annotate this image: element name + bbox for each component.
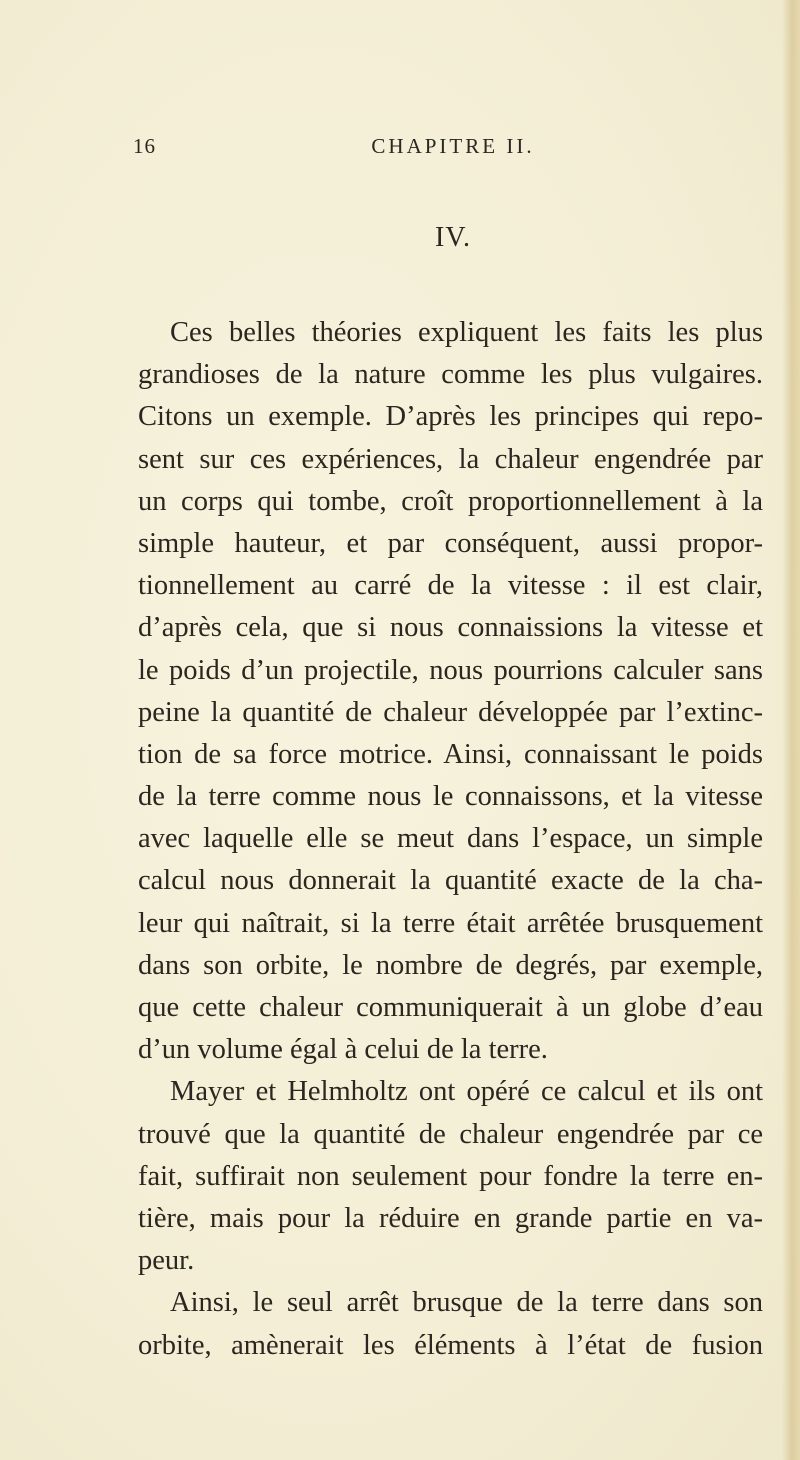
text-line: dans son orbite, le nombre de degrés, par exemple, — [138, 949, 763, 981]
section-heading: IV. — [435, 222, 471, 253]
text-line: grandioses de la nature comme les plus vulgaires. — [138, 359, 763, 391]
text-line: d’après cela, que si nous connaissions la vitesse et — [138, 612, 763, 644]
text-line: orbite, amènerait les éléments à l’état de fusion — [138, 1329, 763, 1361]
text-line: leur qui naîtrait, si la terre était arrêtée brusquement — [138, 907, 763, 939]
page-edge-shadow — [782, 0, 800, 1460]
text-line: tion de sa force motrice. Ainsi, connaissant le poids — [138, 738, 763, 770]
running-head: CHAPITRE II. — [371, 134, 535, 158]
text-line: trouvé que la quantité de chaleur engendrée par ce — [138, 1118, 763, 1150]
text-line: Citons un exemple. D’après les principes qui repo- — [138, 401, 763, 433]
text-line: tionnellement au carré de la vitesse : il est clair, — [138, 570, 763, 602]
text-line: tière, mais pour la réduire en grande partie en va- — [138, 1202, 763, 1234]
text-line: d’un volume égal à celui de la terre. — [138, 1034, 548, 1066]
text-line: de la terre comme nous le connaissons, et la vitesse — [138, 781, 763, 813]
text-line: calcul nous donnerait la quantité exacte de la cha- — [138, 865, 763, 897]
text-line: Mayer et Helmholtz ont opéré ce calcul et ils ont — [170, 1076, 763, 1108]
text-line: Ainsi, le seul arrêt brusque de la terre dans son — [170, 1287, 763, 1319]
text-line: peine la quantité de chaleur développée par l’extinc- — [138, 696, 763, 728]
text-line: Ces belles théories expliquent les faits les plus — [170, 317, 763, 348]
body-text — [138, 312, 763, 1367]
page-number: 16 — [133, 134, 156, 158]
text-line: fait, suffirait non seulement pour fondre la terre en- — [138, 1160, 763, 1192]
page-header — [133, 134, 773, 166]
text-line: sent sur ces expériences, la chaleur engendrée par — [138, 443, 763, 475]
text-line: peur. — [138, 1245, 195, 1277]
text-line: simple hauteur, et par conséquent, aussi propor- — [138, 527, 763, 559]
text-line: le poids d’un projectile, nous pourrions calculer sans — [138, 654, 763, 686]
text-line: avec laquelle elle se meut dans l’espace, un simple — [138, 823, 763, 855]
text-line: un corps qui tombe, croît proportionnellement à la — [138, 485, 763, 517]
text-line: que cette chaleur communiquerait à un globe d’eau — [138, 992, 763, 1023]
